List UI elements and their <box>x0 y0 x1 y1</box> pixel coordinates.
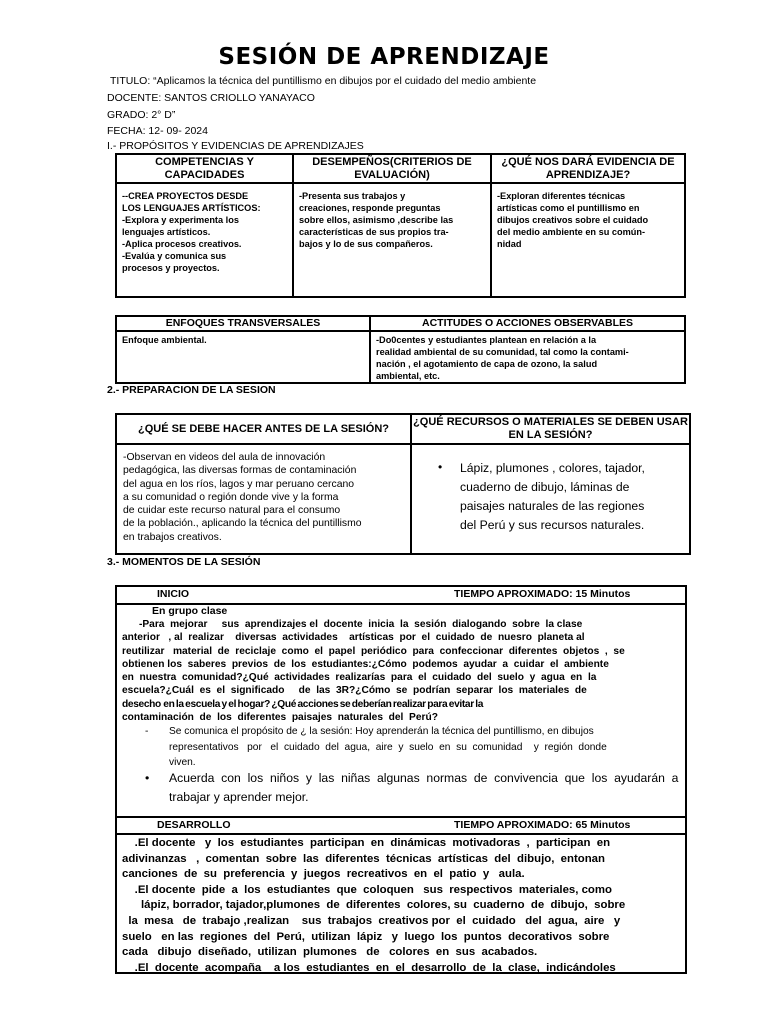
titulo-line: TITULO: “Aplicamos la técnica del puntillismo en dibujos por el cuidado del medio ambiente <box>110 75 537 87</box>
text-line: procesos y proyectos. <box>122 263 220 273</box>
header-desempenos: DESEMPEÑOS(CRITERIOS DE EVALUACIÓN) <box>293 154 491 183</box>
inicio-label: INICIO <box>157 588 190 600</box>
header-recursos: ¿QUÉ RECURSOS O MATERIALES SE DEBEN USAR EN LA SESIÓN? <box>411 414 690 444</box>
header-actitudes: ACTITUDES O ACCIONES OBSERVABLES <box>370 316 685 331</box>
text-line: del agua en los ríos, lagos y mar peruano cercano <box>123 478 355 490</box>
text-line: realidad ambiental de su comunidad, tal como la contami- <box>376 347 629 357</box>
text-line: trabajar y aprender mejor. <box>169 790 309 804</box>
section-3-heading: 3.- MOMENTOS DE LA SESIÓN <box>107 556 261 568</box>
text-line: reutilizar material de reciclaje como el papel periódico para confeccionar diferentes objetos , se <box>122 645 625 657</box>
text-line: en trabajos creativos. <box>123 531 222 543</box>
text-line: representativos por el cuidado del agua, aire y suelo en su comunidad y región donde <box>169 741 607 753</box>
inicio-paragraph <box>122 618 679 724</box>
text-line: nación , el agotamiento de capa de ozono, la salud <box>376 359 598 369</box>
desarrollo-tiempo: TIEMPO APROXIMADO: 65 Minutos <box>454 819 631 831</box>
text-line: la mesa de trabajo ,realizan sus trabajos creativos por el cuidado del agua, aire y <box>122 914 621 927</box>
inicio-tiempo: TIEMPO APROXIMADO: 15 Minutos <box>454 588 631 600</box>
header-enfoques: ENFOQUES TRANSVERSALES <box>116 316 370 331</box>
text-line: -Aplica procesos creativos. <box>122 239 242 249</box>
bullet-icon: • <box>438 460 443 474</box>
inicio-header-row <box>117 587 685 605</box>
desempenos-cell <box>293 183 491 297</box>
text-line: nidad <box>497 239 522 249</box>
docente-line: DOCENTE: SANTOS CRIOLLO YANAYACO <box>107 92 315 104</box>
text-line: del Perú y sus recursos naturales. <box>460 518 645 532</box>
text-line: cada dibujo diseñado, utilizan plumones de colores en sus acabados. <box>122 946 538 959</box>
text-line: canciones de su preferencia y juegos recreativos en el patio y aula. <box>122 868 525 881</box>
text-line: -Exploran diferentes técnicas <box>497 191 626 201</box>
text-line: Enfoque ambiental. <box>122 335 207 345</box>
text-line: lápiz, borrador, tajador,plumones de diferentes colores, su cuaderno de dibujo, sobre <box>122 899 626 912</box>
text-line: características de sus propios tra- <box>299 227 449 237</box>
text-line: pedagógica, las diversas formas de contaminación <box>123 465 357 477</box>
text-line: paisajes naturales de las regiones <box>460 499 645 513</box>
text-line: dibujos creativos sobre el cuidado <box>497 215 649 225</box>
actitudes-cell <box>370 331 685 383</box>
text-line: contaminación de los diferentes paisajes naturales del Perú? <box>122 712 438 724</box>
text-line: anterior , al realizar diversas actividades artísticas por el cuidado de nuesro planeta al <box>122 632 585 644</box>
text-line: sobre ellos, asimismo ,describe las <box>299 215 454 225</box>
text-line: -Observan en videos del aula de innovación <box>123 452 326 463</box>
enfoque-cell <box>116 331 370 383</box>
fecha-line: FECHA: 12- 09- 2024 <box>107 125 208 137</box>
desarrollo-header-row <box>117 816 685 835</box>
dash-bullet: - <box>145 726 149 737</box>
recursos-cell <box>411 444 690 554</box>
header-competencias: COMPETENCIAS Y CAPACIDADES <box>116 154 293 183</box>
text-line: -Para mejorar sus aprendizajes el docente inicia la sesión dialogando sobre la clase <box>122 619 583 630</box>
text-line: en nuestra comunidad?¿Qué actividades realizarías para el cuidado del suelo y agua en la <box>122 672 597 684</box>
evidencia-cell <box>491 183 685 297</box>
bullet-icon: • <box>145 771 150 785</box>
text-line: de cuidar este recurso natural para el consumo <box>123 505 341 517</box>
momentos-box <box>115 585 687 974</box>
text-line: bajos y lo de sus compañeros. <box>299 239 433 249</box>
antes-cell <box>116 444 411 554</box>
page-title: SESIÓN DE APRENDIZAJE <box>218 44 550 70</box>
text-line: LOS LENGUAJES ARTÍSTICOS: <box>122 203 261 213</box>
text-line: lenguajes artísticos. <box>122 227 211 237</box>
grado-line: GRADO: 2° D” <box>107 109 176 121</box>
text-line: --CREA PROYECTOS DESDE <box>122 191 249 201</box>
header-evidencia: ¿QUÉ NOS DARÁ EVIDENCIA DE APRENDIZAJE? <box>491 154 685 183</box>
section-1-heading: I.- PROPÓSITOS Y EVIDENCIAS DE APRENDIZAJES <box>107 140 364 152</box>
text-line: adivinanzas , comentan sobre las diferentes técnicas artísticas del dibujo, entonan <box>122 852 605 865</box>
dash-list-item <box>145 724 685 771</box>
text-line: creaciones, responde preguntas <box>299 203 441 213</box>
bullet-list-item <box>145 769 685 807</box>
text-line: Se comunica el propósito de ¿ la sesión: Hoy aprenderán la técnica del puntillismo, en dibujos <box>169 726 594 737</box>
text-line: del medio ambiente en su común- <box>497 227 646 237</box>
enfoques-table <box>115 315 686 384</box>
text-line: -Presenta sus trabajos y <box>299 191 406 201</box>
preparacion-table <box>115 413 691 555</box>
section-2-heading: 2.- PREPARACION DE LA SESION <box>107 384 276 396</box>
text-line: desecho en la escuela y el hogar? ¿Qué acciones se deberían realizar para evitar la <box>122 698 484 710</box>
text-line: escuela?¿Cuál es el significado de las 3R?¿Cómo se podrían separar los materiales de <box>122 685 587 697</box>
desarrollo-paragraph <box>122 836 682 976</box>
text-line: -Do0centes y estudiantes plantean en relación a la <box>376 335 597 345</box>
text-line: viven. <box>169 757 196 768</box>
header-antes: ¿QUÉ SE DEBE HACER ANTES DE LA SESIÓN? <box>116 414 411 444</box>
text-line: Acuerda con los niños y las niñas algunas normas de convivencia que los ayudarán a <box>169 771 679 785</box>
text-line: obtienen los saberes previos de los estudiantes:¿Cómo podemos ayudar a cuidar el ambiente <box>122 658 609 670</box>
text-line: -Evalúa y comunica sus <box>122 251 227 261</box>
propositos-table <box>115 153 686 298</box>
text-line: .El docente acompaña a los estudiantes en el desarrollo de la clase, indicándoles <box>122 961 616 974</box>
text-line: artísticas como el puntillismo en <box>497 203 640 213</box>
competencias-cell <box>116 183 293 297</box>
text-line: .El docente y los estudiantes participan en dinámicas motivadoras , participan en <box>122 837 611 849</box>
text-line: a su comunidad o región donde vive y la forma <box>123 491 339 503</box>
text-line: ambiental, etc. <box>376 371 440 381</box>
desarrollo-label: DESARROLLO <box>157 819 231 831</box>
text-line: de la población., aplicando la técnica del puntillismo <box>123 518 362 530</box>
text-line: Lápiz, plumones , colores, tajador, <box>460 461 645 475</box>
text-line: .El docente pide a los estudiantes que coloquen sus respectivos materiales, como <box>122 883 612 896</box>
grupo-clase-label: En grupo clase <box>152 605 228 617</box>
text-line: cuaderno de dibujo, láminas de <box>460 480 630 494</box>
text-line: suelo en las regiones del Perú, utilizan lápiz y luego los puntos decorativos sobre <box>122 930 610 943</box>
text-line: -Explora y experimenta los <box>122 215 239 225</box>
